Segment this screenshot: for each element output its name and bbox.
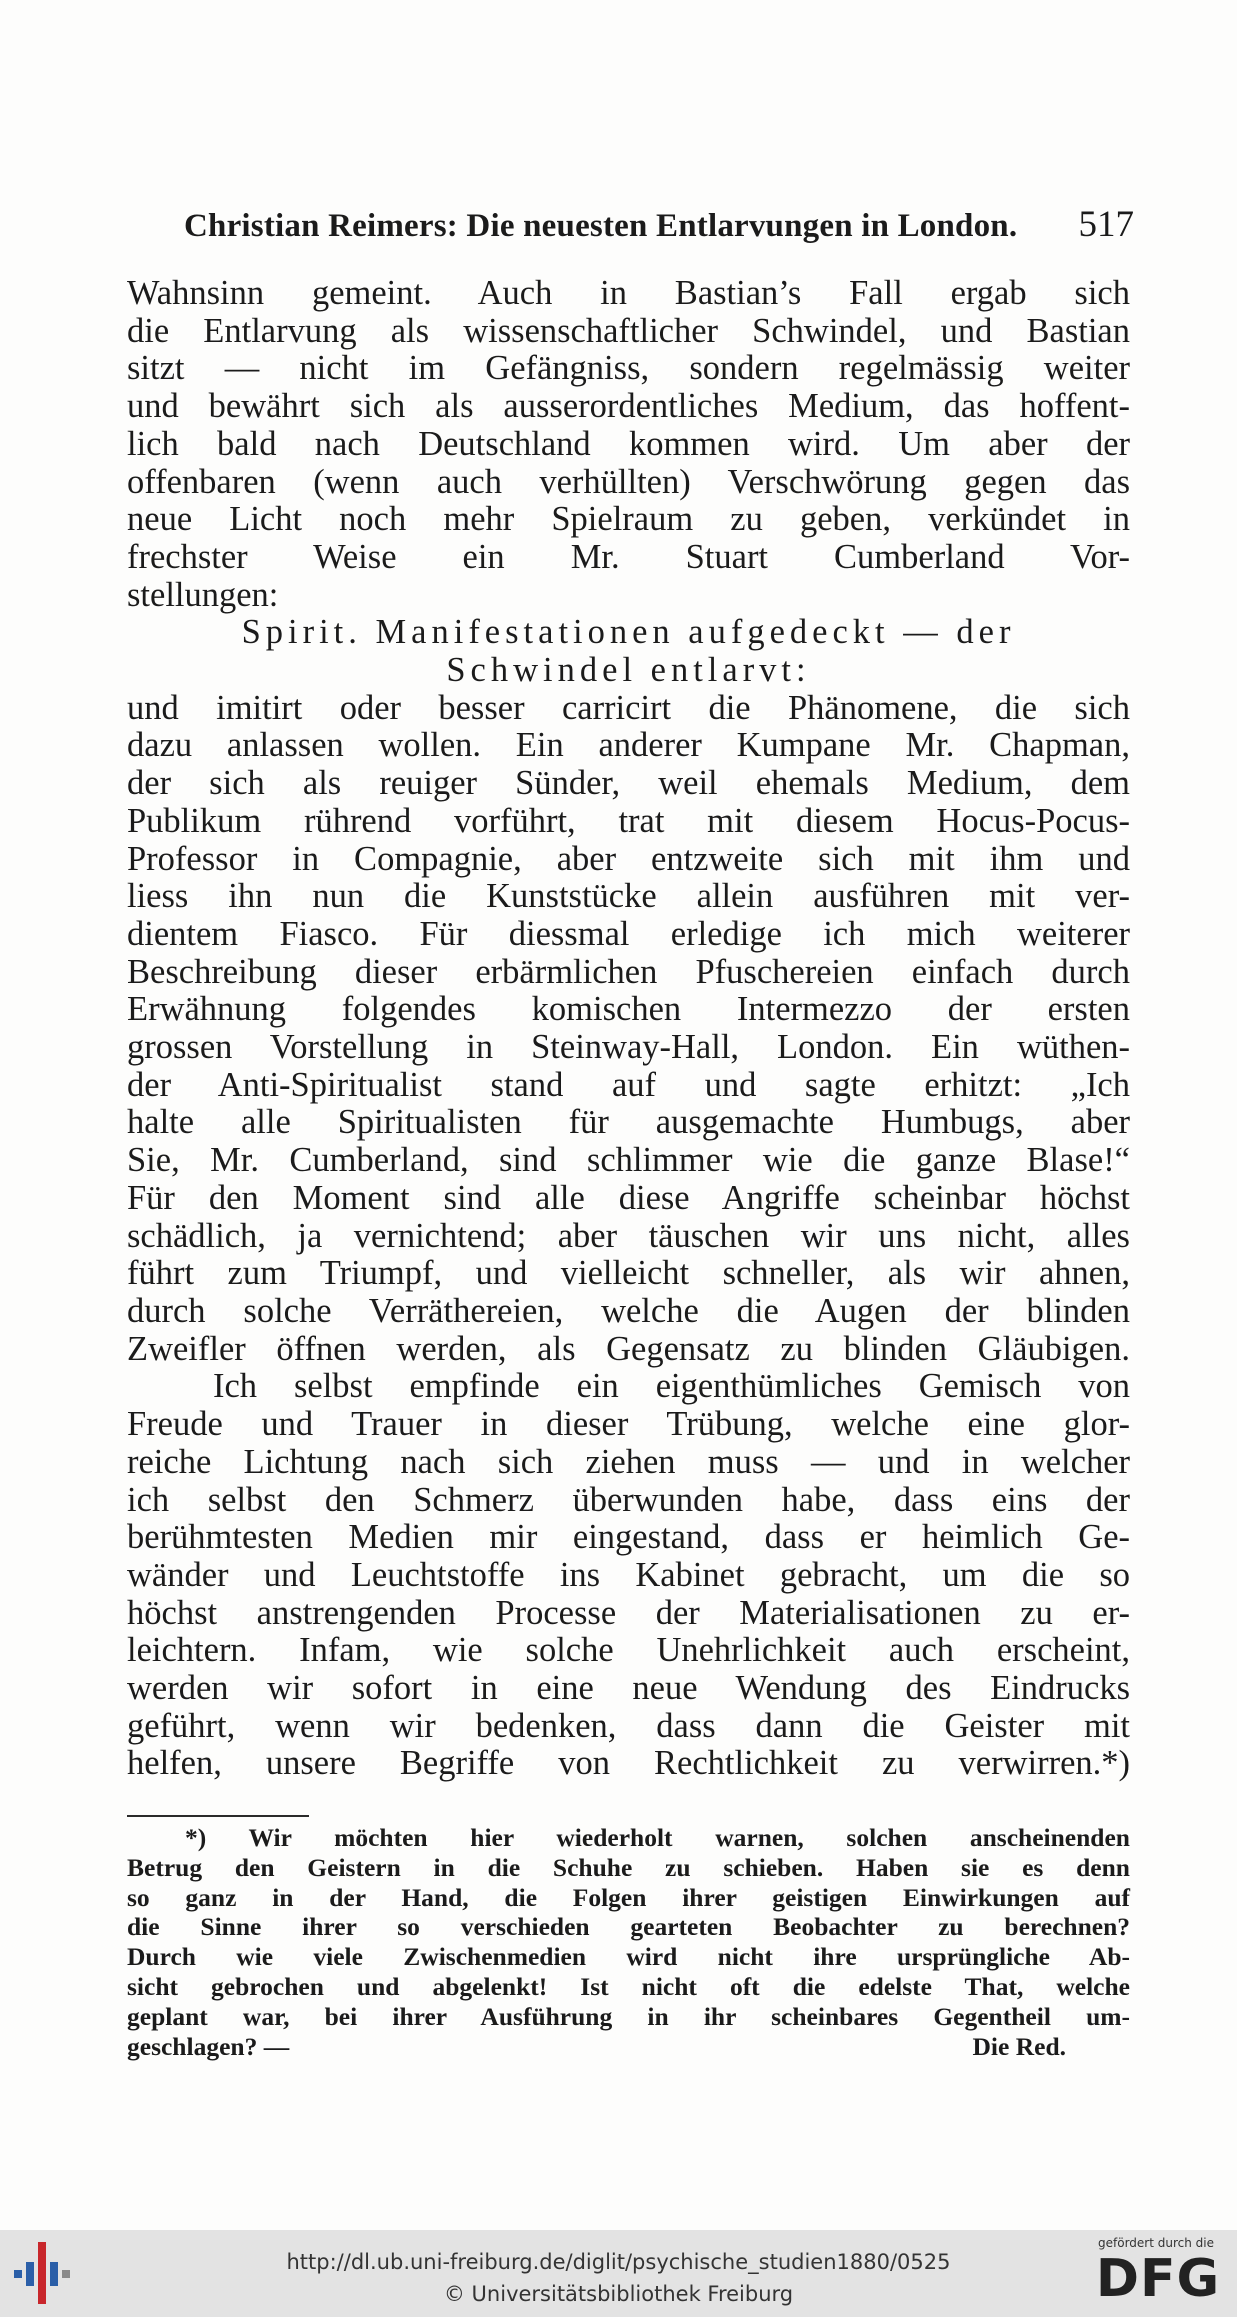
footnote-last-line (127, 2032, 1130, 2062)
text-line: und imitirt oder besser carricirt die Phänomene, die sich (127, 688, 1130, 727)
text-line: offenbaren (wenn auch verhüllten) Verschwörung gegen das (127, 462, 1130, 501)
text-line: dientem Fiasco. Für diessmal erledige ich mich weiterer (127, 914, 1130, 953)
text-line: berühmtesten Medien mir eingestand, dass er heimlich Ge- (127, 1518, 1130, 1557)
announcement-heading: Spirit. Manifestationen aufgedeckt — der (241, 613, 1016, 652)
text-line: Sie, Mr. Cumberland, sind schlimmer wie die ganze Blase!“ (127, 1141, 1130, 1180)
text-line: Professor in Compagnie, aber entzweite sich mit ihm und (127, 839, 1130, 878)
text-line: Wahnsinn gemeint. Auch in Bastian’s Fall ergab sich (127, 274, 1130, 312)
text-line: leichtern. Infam, wie solche Unehrlichkeit auch erscheint, (127, 1631, 1130, 1670)
page-header (184, 203, 1134, 246)
text-line: und bewährt sich als ausserordentliches Medium, das hoffent- (127, 387, 1130, 426)
footnote-line: so ganz in der Hand, die Folgen ihrer geistigen Einwirkungen auf (127, 1882, 1130, 1912)
footnote-line: geplant war, bei ihrer Ausführung in ihr scheinbares Gegentheil um- (127, 2001, 1130, 2031)
text-line: lich bald nach Deutschland kommen wird. Um aber der (127, 424, 1130, 463)
text-line: die Entlarvung als wissenschaftlicher Schwindel, und Bastian (127, 311, 1130, 350)
text-line: dazu anlassen wollen. Ein anderer Kumpane Mr. Chapman, (127, 726, 1130, 765)
text-line: liess ihn nun die Kunststücke allein ausführen mit ver- (127, 877, 1130, 916)
text-line: wänder und Leuchtstoffe ins Kabinet gebracht, um die so (127, 1555, 1130, 1594)
page-url[interactable]: http://dl.ub.uni-freiburg.de/diglit/psychische_studien1880/0525 (286, 2250, 951, 2274)
main-text (127, 275, 1130, 1783)
text-line: höchst anstrengenden Processe der Materialisationen zu er- (127, 1593, 1130, 1632)
text-line: helfen, unsere Begriffe von Rechtlichkeit zu verwirren.*) (127, 1744, 1130, 1783)
text-line: Erwähnung folgendes komischen Intermezzo der ersten (127, 990, 1130, 1029)
text-line: halte alle Spiritualisten für ausgemachte Humbugs, aber (127, 1103, 1130, 1142)
page-number: 517 (1078, 204, 1134, 245)
text-line: ich selbst den Schmerz überwunden habe, dass eins der (127, 1480, 1130, 1519)
text-line: durch solche Verräthereien, welche die Augen der blinden (127, 1291, 1130, 1330)
text-line: geführt, wenn wir bedenken, dass dann die Geister mit (127, 1706, 1130, 1745)
text-line: Für den Moment sind alle diese Angriffe scheinbar höchst (127, 1178, 1130, 1217)
text-line: sitzt — nicht im Gefängniss, sondern regelmässig weiter (127, 349, 1130, 388)
text-line: Ich selbst empfinde ein eigenthümliches Gemisch von (213, 1367, 1130, 1406)
text-line: neue Licht noch mehr Spielraum zu geben, verkündet in (127, 500, 1130, 539)
text-line: schädlich, ja vernichtend; aber täuschen wir uns nicht, alles (127, 1216, 1130, 1255)
text-line: Freude und Trauer in dieser Trübung, welche eine glor- (127, 1405, 1130, 1444)
editor-signature: Die Red. (972, 2031, 1066, 2061)
announcement-heading: Schwindel entlarvt: (446, 651, 811, 690)
footnote-line: Durch wie viele Zwischenmedien wird nicht ihre ursprüngliche Ab- (127, 1942, 1130, 1972)
text-line: stellungen: (127, 575, 279, 614)
footnote-line: Betrug den Geistern in die Schuhe zu schieben. Haben sie es denn (127, 1852, 1130, 1882)
text-line: reiche Lichtung nach sich ziehen muss — und in welcher (127, 1442, 1130, 1481)
dfg-logo-icon[interactable]: DFG (1095, 2249, 1221, 2309)
footnote-line: *) Wir möchten hier wiederholt warnen, solchen anscheinenden (185, 1823, 1130, 1852)
text-line: führt zum Triumpf, und vielleicht schneller, als wir ahnen, (127, 1254, 1130, 1293)
text-line: werden wir sofort in eine neue Wendung des Eindrucks (127, 1669, 1130, 1708)
footnote (127, 1823, 1130, 2061)
footnote-line: sicht gebrochen und abgelenkt! Ist nicht oft die edelste That, welche (127, 1971, 1130, 2001)
text-line: Zweifler öffnen werden, als Gegensatz zu blinden Gläubigen. (127, 1329, 1130, 1368)
footnote-line: die Sinne ihrer so verschieden gearteten Beobachter zu berechnen? (127, 1912, 1130, 1942)
text-line: frechster Weise ein Mr. Stuart Cumberland Vor- (127, 537, 1130, 576)
footnote-divider (127, 1815, 309, 1817)
copyright-notice: © Universitätsbibliothek Freiburg (443, 2282, 794, 2306)
running-title: Christian Reimers: Die neuesten Entlarvungen in London. (184, 208, 1018, 244)
text-line: grossen Vorstellung in Steinway-Hall, London. Ein wüthen- (127, 1028, 1130, 1067)
text-line: Beschreibung dieser erbärmlichen Pfuschereien einfach durch (127, 952, 1130, 991)
footnote-line: geschlagen? — (127, 2031, 290, 2061)
text-line: der Anti-Spiritualist stand auf und sagte erhitzt: „Ich (127, 1065, 1130, 1104)
sponsor-caption: gefördert durch die (1098, 2236, 1214, 2250)
text-line: Publikum rührend vorführt, trat mit diesem Hocus-Pocus- (127, 801, 1130, 840)
text-line: der sich als reuiger Sünder, weil ehemals Medium, dem (127, 764, 1130, 803)
